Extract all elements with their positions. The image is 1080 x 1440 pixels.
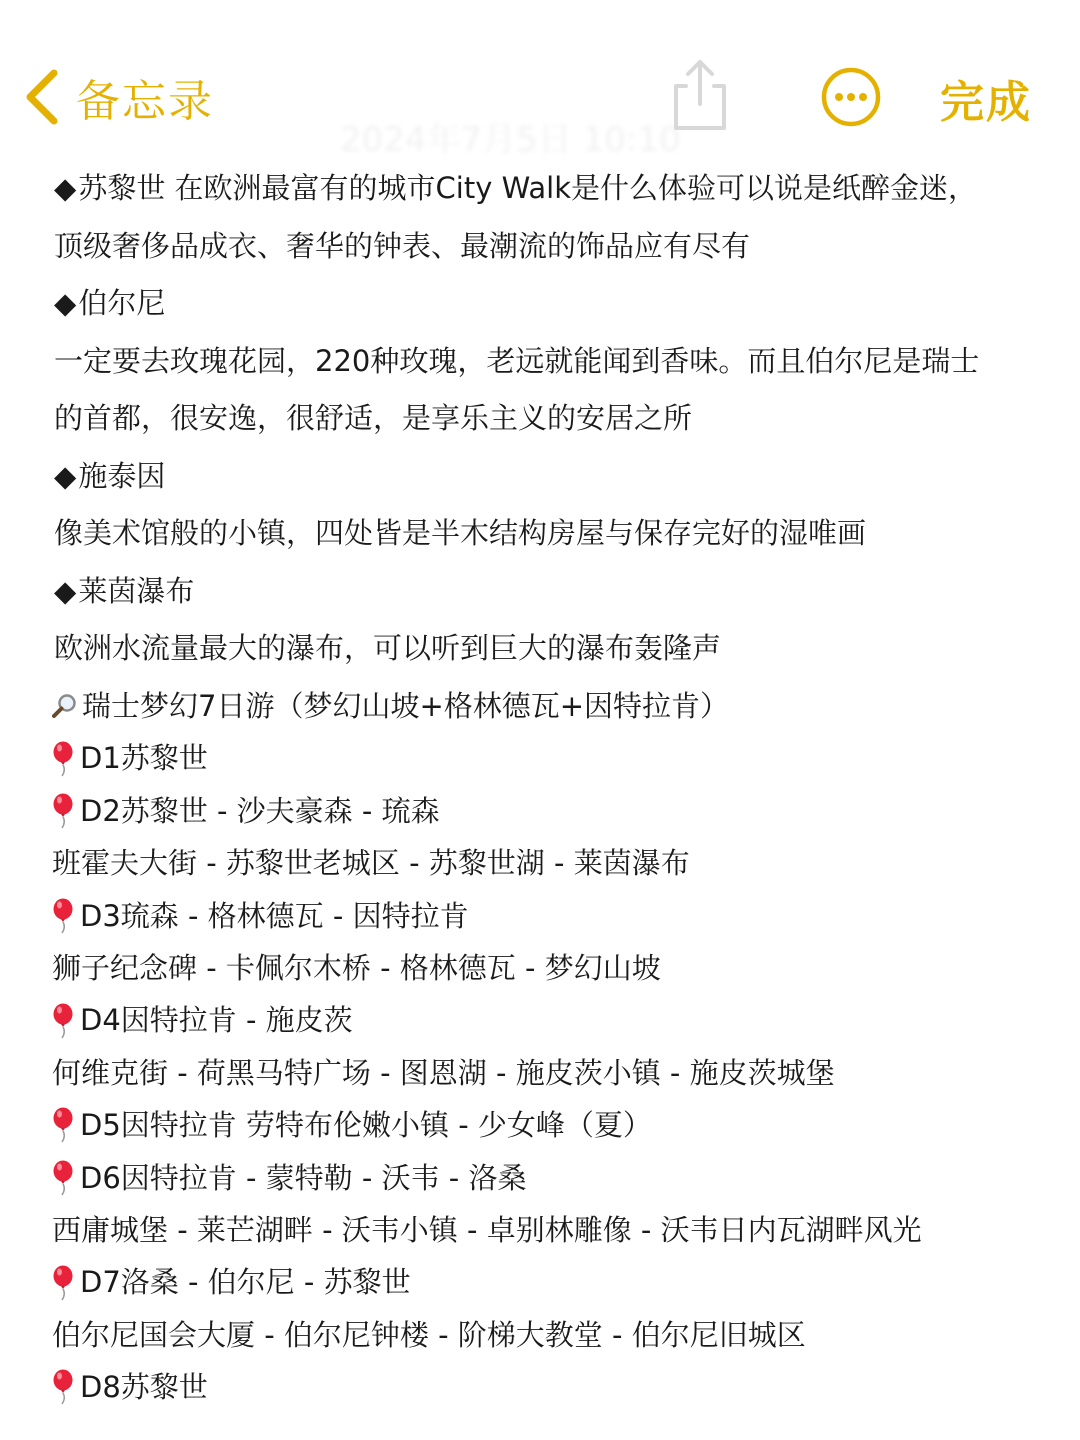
diamond-bullet-icon: ◆ <box>54 171 77 205</box>
day-detail: 班霍夫大街 - 苏黎世老城区 - 苏黎世湖 - 莱茵瀑布 <box>52 846 690 881</box>
day-item: D3琉森 - 格林德瓦 - 因特拉肯 <box>52 890 1042 942</box>
red-balloon-icon <box>52 741 74 777</box>
red-balloon-icon <box>52 1003 74 1039</box>
chevron-left-icon <box>22 67 62 127</box>
red-balloon-icon <box>52 1369 74 1405</box>
red-balloon-icon <box>52 1107 74 1143</box>
section-body: 欧洲水流量最大的瀑布，可以听到巨大的瀑布轰隆声 <box>54 631 722 665</box>
day-item: D8苏黎世 <box>52 1361 1042 1413</box>
section-body: 的首都，很安逸，很舒适，是享乐主义的安居之所 <box>54 401 693 435</box>
red-balloon-icon <box>52 1160 74 1196</box>
itinerary-list[interactable] <box>52 680 1042 1414</box>
day-detail: 伯尔尼国会大厦 - 伯尔尼钟楼 - 阶梯大教堂 - 伯尔尼旧城区 <box>52 1317 806 1352</box>
itinerary-title: 瑞士梦幻7日游（梦幻山坡+格林德瓦+因特拉肯） <box>52 680 1042 732</box>
section-body: 一定要去玫瑰花园，220种玫瑰，老远就能闻到香味。而且伯尔尼是瑞士 <box>54 343 980 378</box>
day-detail: 何维克街 - 荷黑马特广场 - 图恩湖 - 施皮茨小镇 - 施皮茨城堡 <box>52 1055 835 1090</box>
section-heading: ◆莱茵瀑布 <box>54 573 195 608</box>
day-item: D4因特拉肯 - 施皮茨 <box>52 994 1042 1046</box>
more-options-icon[interactable] <box>820 66 882 128</box>
day-detail: 狮子纪念碑 - 卡佩尔木桥 - 格林德瓦 - 梦幻山坡 <box>52 951 661 986</box>
day-item: D2苏黎世 - 沙夫豪森 - 琉森 <box>52 785 1042 837</box>
diamond-bullet-icon: ◆ <box>54 458 77 493</box>
magnifier-icon <box>52 693 78 719</box>
done-button[interactable]: 完成 <box>940 77 1032 128</box>
section-heading: ◆伯尔尼 <box>54 286 166 320</box>
day-item: D6因特拉肯 - 蒙特勒 - 沃韦 - 洛桑 <box>52 1152 1042 1204</box>
diamond-bullet-icon: ◆ <box>54 573 77 608</box>
section-body: 顶级奢侈品成衣、奢华的钟表、最潮流的饰品应有尽有 <box>54 228 751 263</box>
note-timestamp: 2024年7月5日 10:10 <box>340 120 681 160</box>
red-balloon-icon <box>52 793 74 829</box>
section-heading: ◆苏黎世 在欧洲最富有的城市City Walk是什么体验可以说是纸醉金迷， <box>54 171 978 205</box>
note-body[interactable] <box>54 160 1034 678</box>
day-detail: 西庸城堡 - 莱芒湖畔 - 沃韦小镇 - 卓别林雕像 - 沃韦日内瓦湖畔风光 <box>52 1213 922 1248</box>
red-balloon-icon <box>52 898 74 934</box>
back-label: 备忘录 <box>76 76 214 127</box>
nav-bar <box>0 0 1080 160</box>
day-item: D7洛桑 - 伯尔尼 - 苏黎世 <box>52 1256 1042 1308</box>
diamond-bullet-icon: ◆ <box>54 286 77 320</box>
day-item: D5因特拉肯 劳特布伦嫩小镇 - 少女峰（夏） <box>52 1099 1042 1151</box>
day-item: D1苏黎世 <box>52 732 1042 784</box>
section-body: 像美术馆般的小镇，四处皆是半木结构房屋与保存完好的湿唯画 <box>54 516 867 550</box>
back-button[interactable] <box>22 62 214 132</box>
red-balloon-icon <box>52 1265 74 1301</box>
section-heading: ◆施泰因 <box>54 458 166 493</box>
